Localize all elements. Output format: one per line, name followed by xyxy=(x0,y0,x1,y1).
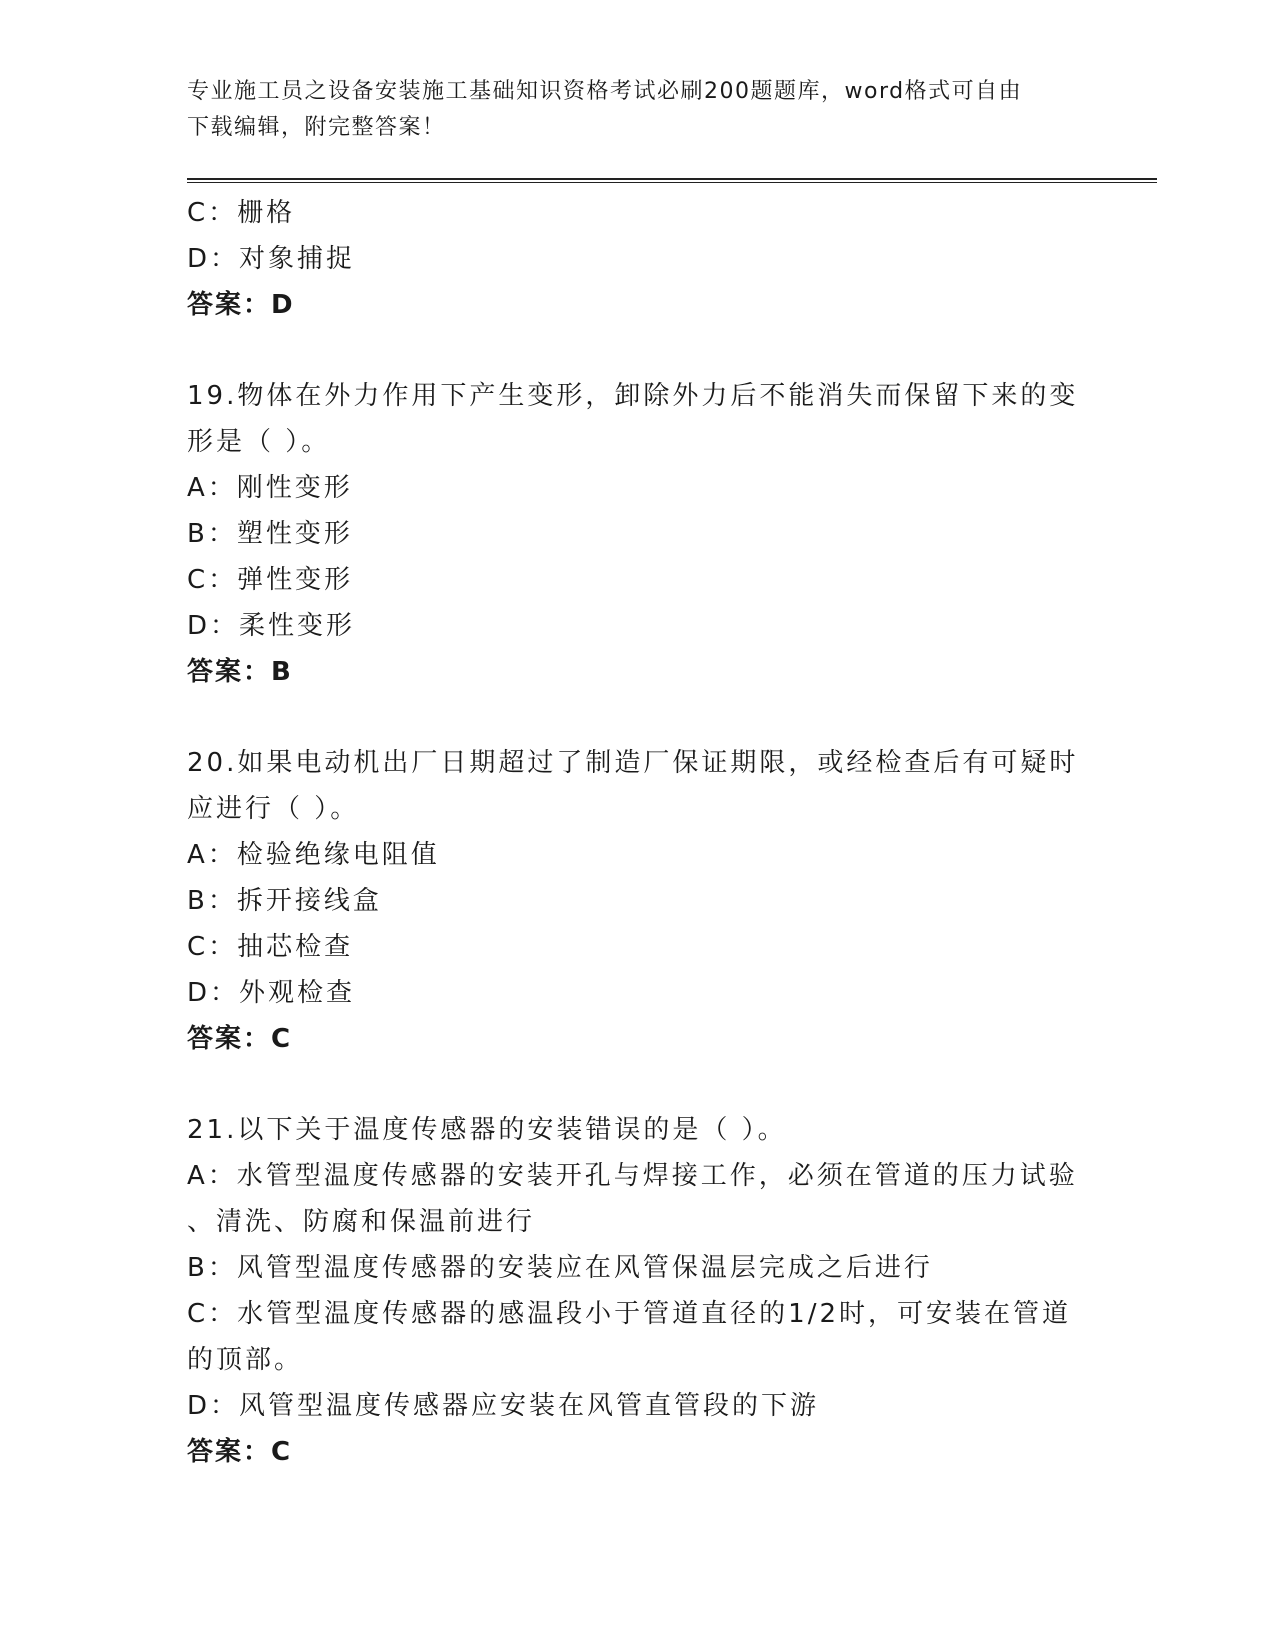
question-stem: 19.物体在外力作用下产生变形，卸除外力后不能消失而保留下来的变 xyxy=(187,381,1079,411)
spacer xyxy=(187,328,1087,373)
question-stem: 20.如果电动机出厂日期超过了制造厂保证期限，或经检查后有可疑时 xyxy=(187,748,1079,778)
question-18-continued xyxy=(187,190,1087,328)
option-b: B：塑性变形 xyxy=(187,519,353,549)
option-a-continued: 、清洗、防腐和保温前进行 xyxy=(187,1207,536,1237)
option-c: C：弹性变形 xyxy=(187,565,354,595)
option-c: C：抽芯检查 xyxy=(187,932,354,962)
option-a: A：刚性变形 xyxy=(187,473,353,503)
question-21 xyxy=(187,1107,1087,1475)
option-c: C：水管型温度传感器的感温段小于管道直径的1/2时，可安装在管道 xyxy=(187,1299,1071,1329)
answer-line: 答案：C xyxy=(187,1024,293,1054)
document-header xyxy=(187,74,1067,146)
question-content xyxy=(187,190,1087,1475)
question-20 xyxy=(187,740,1087,1062)
header-divider xyxy=(187,178,1157,183)
header-line-2: 下载编辑，附完整答案！ xyxy=(187,115,446,140)
option-d: D：柔性变形 xyxy=(187,611,356,641)
option-a: A：检验绝缘电阻值 xyxy=(187,840,440,870)
spacer xyxy=(187,695,1087,740)
option-b: B：风管型温度传感器的安装应在风管保温层完成之后进行 xyxy=(187,1253,933,1283)
option-d: D：对象捕捉 xyxy=(187,244,356,274)
option-a: A：水管型温度传感器的安装开孔与焊接工作，必须在管道的压力试验 xyxy=(187,1161,1078,1191)
answer-line: 答案：D xyxy=(187,290,295,320)
answer-line: 答案：B xyxy=(187,657,293,687)
answer-line: 答案：C xyxy=(187,1437,293,1467)
question-stem: 21.以下关于温度传感器的安装错误的是（ ）。 xyxy=(187,1115,787,1145)
option-d: D：外观检查 xyxy=(187,978,356,1008)
question-stem-continued: 应进行（ ）。 xyxy=(187,794,360,824)
question-stem-continued: 形是（ ）。 xyxy=(187,427,331,457)
option-d: D：风管型温度传感器应安装在风管直管段的下游 xyxy=(187,1391,820,1421)
question-19 xyxy=(187,373,1087,695)
option-c-continued: 的顶部。 xyxy=(187,1345,304,1375)
spacer xyxy=(187,1062,1087,1107)
option-c: C：栅格 xyxy=(187,198,296,228)
header-line-1: 专业施工员之设备安装施工基础知识资格考试必刷200题题库，word格式可自由 xyxy=(187,79,1023,104)
option-b: B：拆开接线盒 xyxy=(187,886,382,916)
